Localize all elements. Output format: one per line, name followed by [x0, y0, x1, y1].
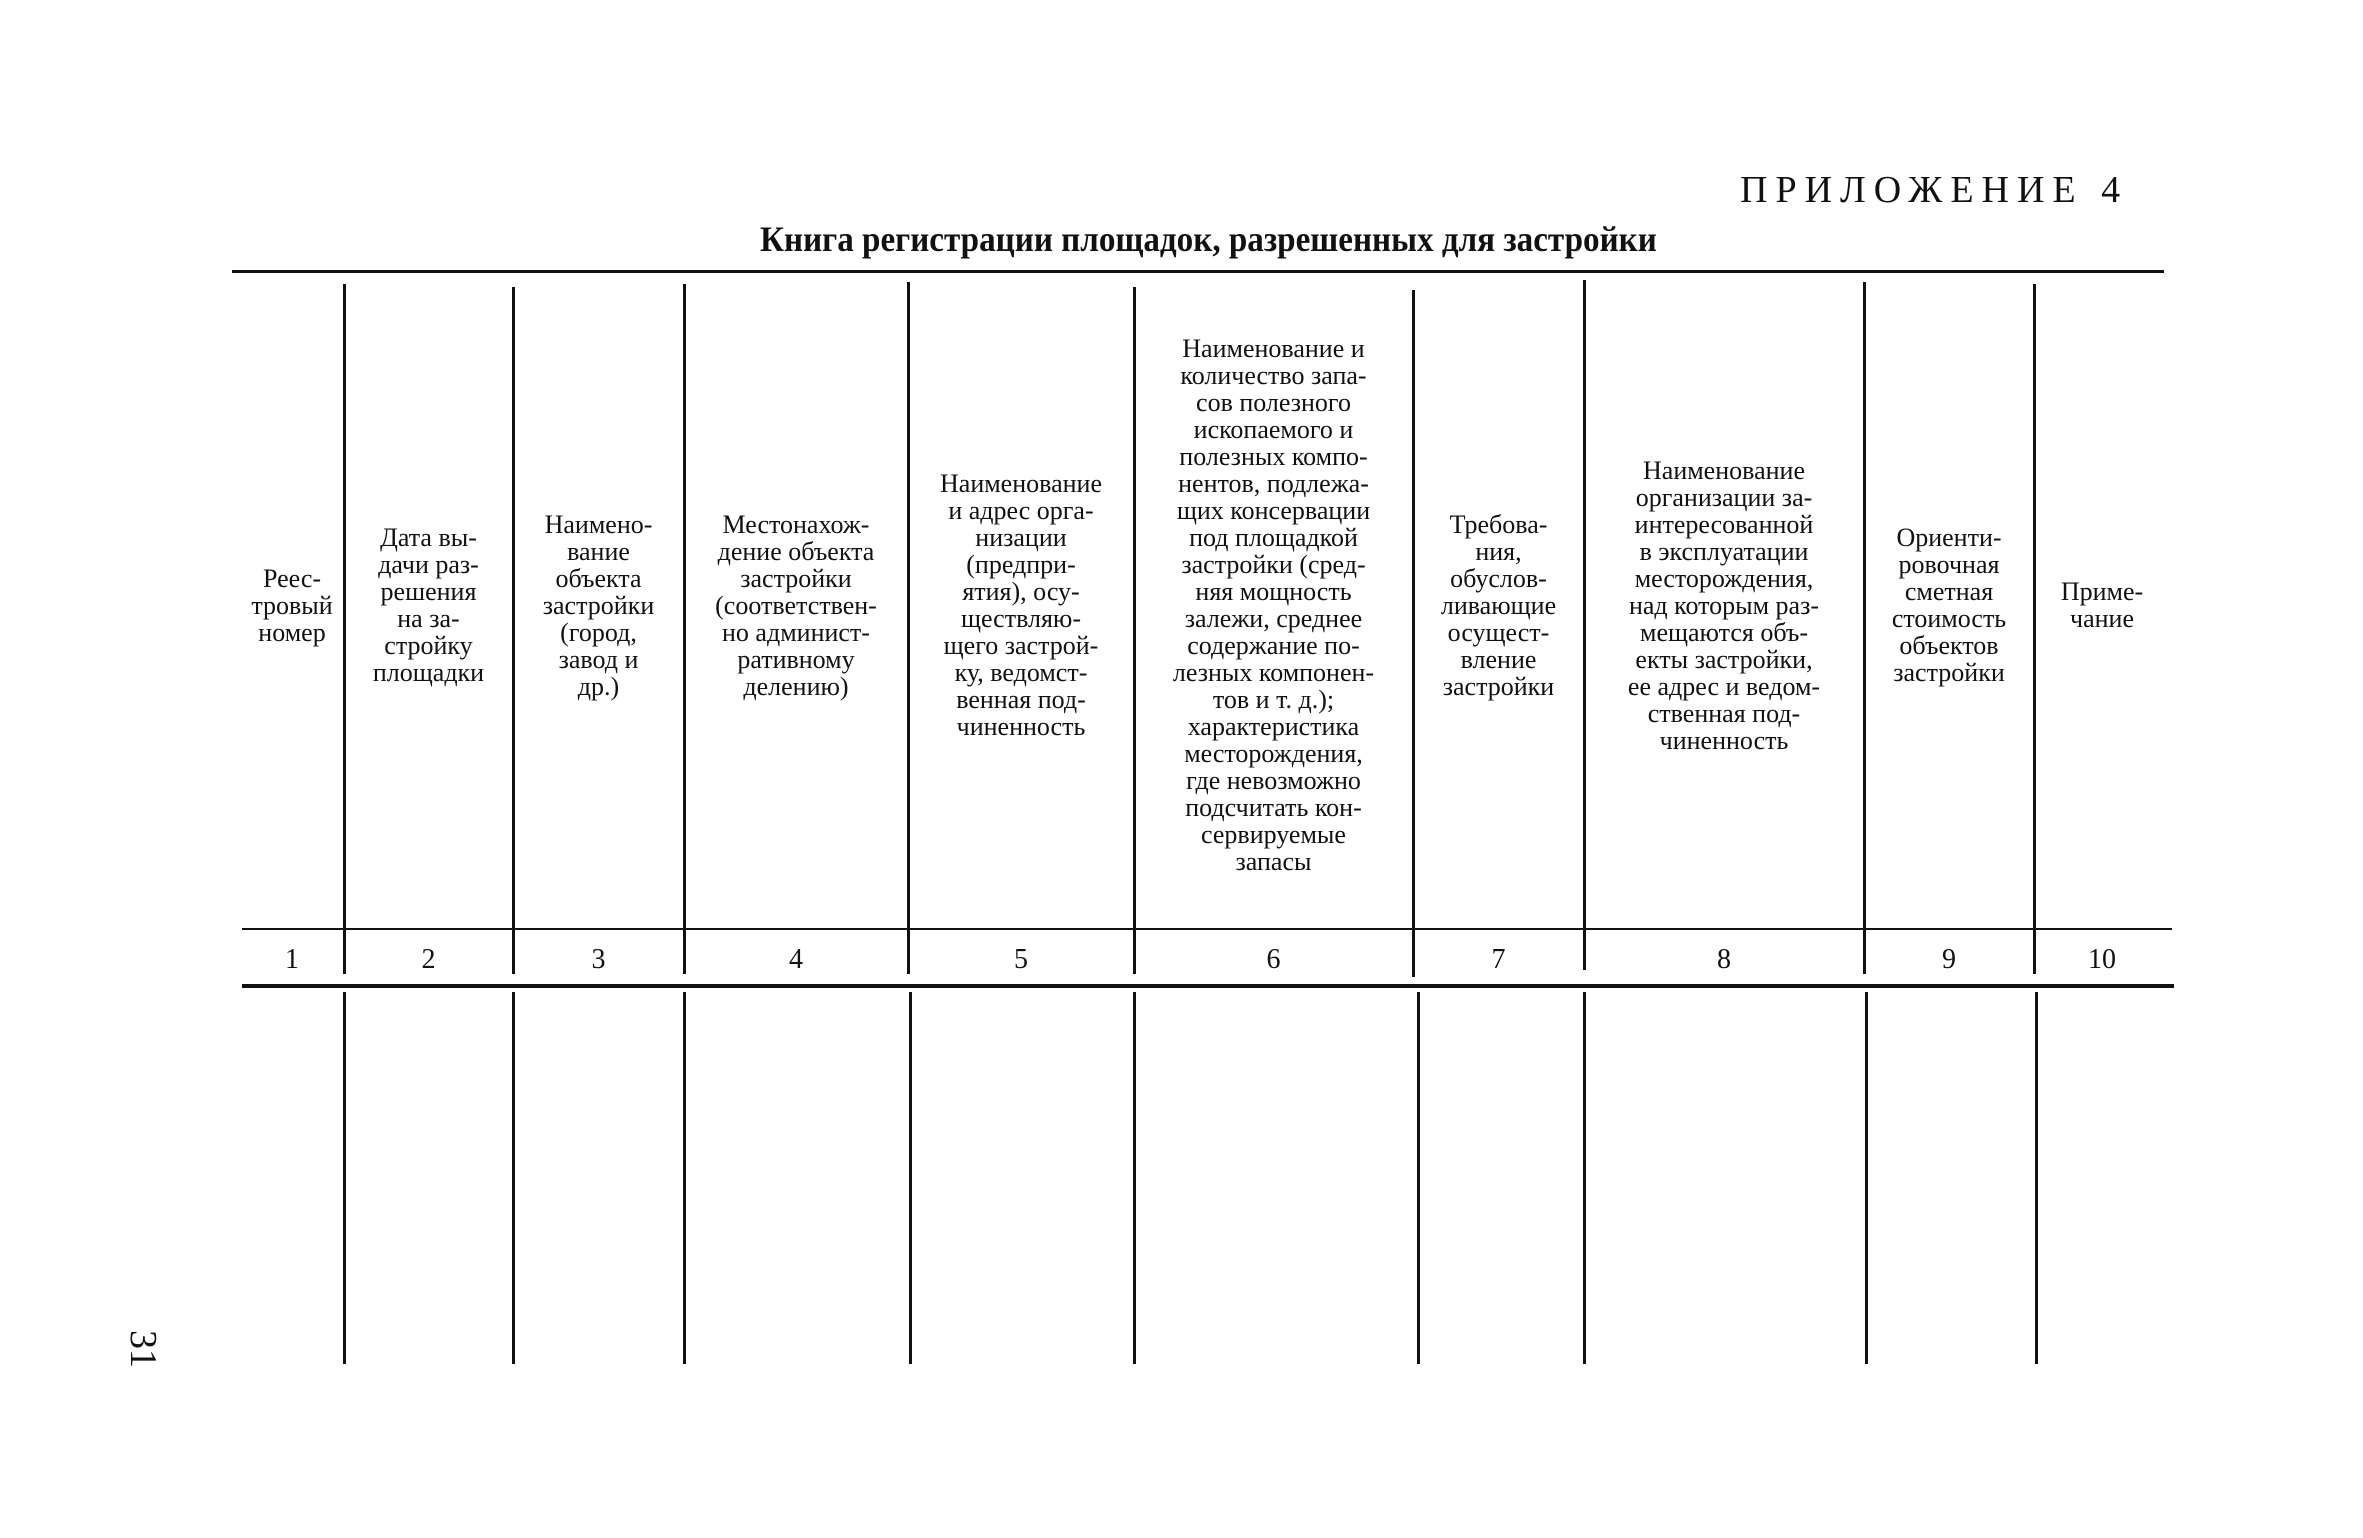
column-number: 6	[1266, 944, 1281, 975]
body-column-divider	[909, 992, 912, 1364]
header-bottom-rule	[242, 928, 2172, 930]
body-column-divider	[683, 992, 686, 1364]
page-number: 31	[122, 1330, 164, 1368]
column-divider	[1583, 280, 1586, 970]
column-header-developer-organization: Наименование и адрес орга- низации (предпри- ятия), осу- ществляю- щего застрой- ку, ведомст- венная под- чиненность	[940, 469, 1102, 741]
body-column-divider	[1865, 992, 1868, 1364]
column-number: 4	[789, 944, 803, 975]
column-number: 7	[1491, 944, 1506, 975]
column-header-object-name: Наимено- вание объекта застройки (город, завод и др.)	[542, 509, 655, 701]
column-divider	[1863, 282, 1866, 974]
column-header-registry-number: Реес- тровый номер	[251, 563, 333, 647]
column-header-mineral-reserves: Наименование и количество запа- сов полезного ископаемого и полезных компо- нентов, подлежа- щих консервации под площадкой застройки (сред- няя мощность залежи, среднее содержание по- лезных компонен- тов и т. д.); характеристика месторождения, где невозможно подсчитать кон- сервируемые запасы	[1172, 334, 1375, 876]
body-column-divider	[1417, 992, 1420, 1364]
column-divider	[2033, 284, 2036, 974]
column-header-permit-date: Дата вы- дачи раз- решения на за- стройку площадки	[372, 523, 485, 687]
column-divider	[343, 284, 346, 974]
body-column-divider	[512, 992, 515, 1364]
body-column-divider	[2035, 992, 2038, 1364]
column-number: 1	[285, 944, 299, 975]
column-number: 10	[2088, 944, 2116, 975]
column-header-requirements: Требова- ния, обуслов- ливающие осущест- вление застройки	[1440, 509, 1557, 701]
table-top-rule	[232, 270, 2164, 273]
body-column-divider	[1583, 992, 1586, 1364]
column-divider	[1133, 287, 1136, 974]
column-header-object-location: Местонахож- дение объекта застройки (соответствен- но админист- ративному делению)	[715, 509, 877, 701]
body-column-divider	[343, 992, 346, 1364]
column-divider	[683, 284, 686, 974]
column-header-note: Приме- чание	[2060, 577, 2144, 633]
column-number: 9	[1942, 944, 1956, 975]
body-column-divider	[1133, 992, 1136, 1364]
column-divider	[512, 287, 515, 974]
column-header-estimated-cost: Ориенти- ровочная сметная стоимость объектов застройки	[1891, 523, 2007, 687]
page-title: Книга регистрации площадок, разрешенных для застройки	[760, 219, 1657, 259]
column-divider	[1412, 290, 1415, 977]
appendix-label: ПРИЛОЖЕНИЕ 4	[1740, 169, 2129, 211]
column-divider	[907, 282, 910, 974]
column-number: 8	[1717, 944, 1731, 975]
column-header-interested-organization: Наименование организации за- интересованной в эксплуатации месторождения, над которым раз- мещаются объ- екты застройки, ее адрес и ведом- ственная под- чиненность	[1627, 455, 1821, 755]
column-number: 3	[591, 944, 606, 975]
column-number: 2	[421, 944, 436, 975]
column-number: 5	[1014, 944, 1028, 975]
